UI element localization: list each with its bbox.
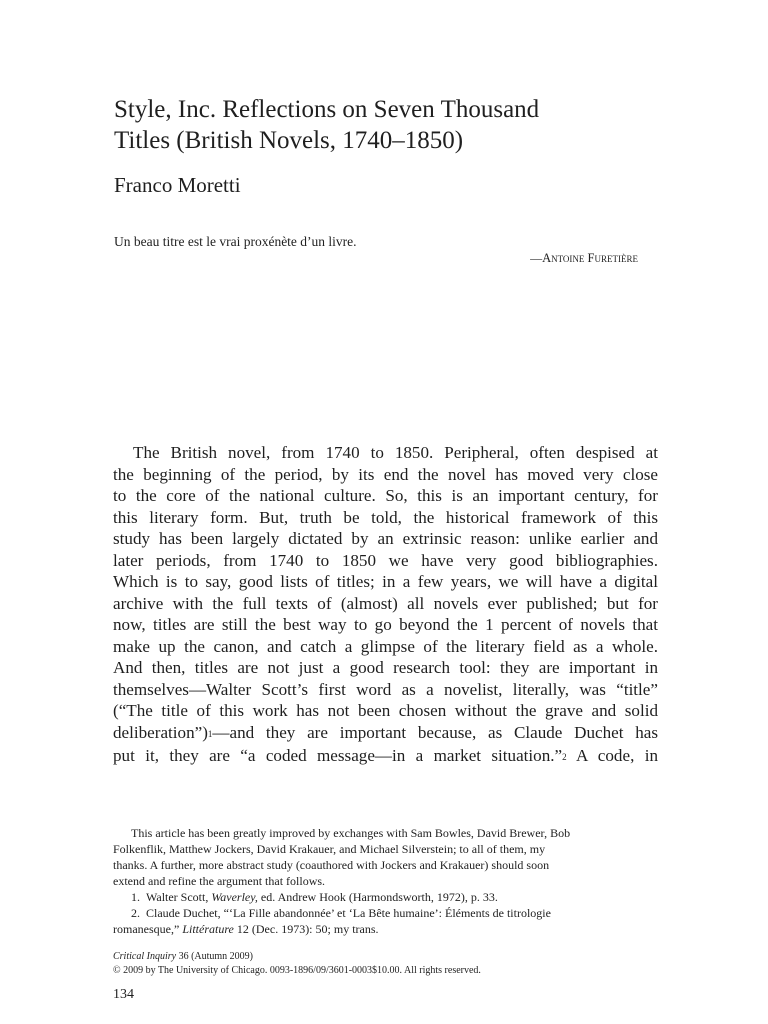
body-line: the beginning of the period, by its end the novel has moved very close: [113, 464, 658, 484]
footnote-1-prefix: 1. Walter Scott,: [131, 890, 212, 904]
body-line: study has been largely dictated by an extrinsic reason: unlike earlier and: [113, 529, 658, 548]
footnote-reference-2[interactable]: 2: [562, 752, 567, 763]
body-text-run: A code, in: [566, 746, 658, 766]
acknowledgment-line: extend and refine the argument that follows.: [113, 874, 326, 888]
body-text-run: deliberation”): [113, 722, 208, 742]
body-line: [113, 722, 658, 746]
page-number: 134: [113, 987, 134, 1002]
body-line: to the core of the national culture. So, this is an important century, for: [113, 486, 658, 505]
footnote-2-line-1: 2. Claude Duchet, “‘La Fille abandonnée’ et ‘La Bête humaine’: Éléments de titrologie: [131, 906, 551, 920]
footnote-2-prefix: romanesque,”: [113, 922, 183, 936]
body-line: make up the canon, and catch a glimpse of the literary field as a whole.: [113, 636, 658, 656]
body-line: [113, 745, 658, 769]
article-title-line-1: Style, Inc. Reflections on Seven Thousand: [114, 96, 540, 123]
journal-issue: 36 (Autumn 2009): [176, 951, 254, 962]
epigraph-quote: Un beau titre est le vrai proxénète d’un livre.: [114, 234, 357, 249]
journal-info: [113, 950, 658, 978]
epigraph: [114, 233, 638, 267]
footnotes: [113, 825, 658, 937]
body-line: archive with the full texts of (almost) all novels ever published; but for: [113, 593, 658, 613]
acknowledgment-line: This article has been greatly improved by exchanges with Sam Bowles, David Brewer, Bob: [131, 826, 571, 840]
body-text-run: put it, they are “a coded message—in a market situation.”: [113, 746, 563, 766]
footnote-1-italic: Waverley,: [211, 890, 258, 904]
acknowledgment-line: Folkenflik, Matthew Jockers, David Krakauer, and Michael Silverstein; to all of them, my: [113, 842, 546, 856]
copyright-notice: © 2009 by The University of Chicago. 0093-1896/09/3601-0003$10.00. All rights reserved.: [113, 965, 481, 976]
footnote-reference-1[interactable]: 1: [207, 728, 213, 739]
article-author: Franco Moretti: [114, 173, 241, 197]
footnote-2-italic: Littérature: [182, 922, 234, 936]
body-line: Which is to say, good lists of titles; in a few years, we will have a digital: [113, 572, 658, 591]
footnote-1: [113, 889, 658, 905]
body-line: And then, titles are not just a good research tool: they are important in: [113, 658, 658, 677]
journal-name: Critical Inquiry: [113, 951, 177, 962]
footnote-1-suffix: ed. Andrew Hook (Harmondsworth, 1972), p. 33.: [257, 890, 498, 904]
body-line: later periods, from 1740 to 1850 we have very good bibliographies.: [113, 550, 658, 570]
acknowledgment-line: thanks. A further, more abstract study (coauthored with Jockers and Krakauer) should soon: [113, 858, 550, 872]
body-text-run: —and they are important because, as Claude Duchet has: [212, 722, 658, 742]
journal-citation: [113, 950, 658, 964]
body-line: (“The title of this work has not been chosen without the grave and solid: [113, 701, 658, 720]
body-line: themselves—Walter Scott’s first word as a novelist, literally, was “title”: [113, 679, 658, 699]
body-paragraph: [113, 442, 658, 769]
body-line: The British novel, from 1740 to 1850. Peripheral, often despised at: [133, 443, 658, 462]
article-title: [114, 94, 674, 156]
body-line: now, titles are still the best way to go beyond the 1 percent of novels that: [113, 615, 658, 634]
footnote-2-suffix: 12 (Dec. 1973): 50; my trans.: [233, 922, 379, 936]
epigraph-dash: —: [530, 251, 543, 265]
footnote-2-line-2: [113, 921, 658, 937]
body-line: this literary form. But, truth be told, the historical framework of this: [113, 507, 658, 527]
epigraph-author: Antoine Furetière: [542, 251, 638, 265]
article-title-line-2: Titles (British Novels, 1740–1850): [114, 127, 464, 154]
epigraph-attribution: [114, 250, 638, 267]
